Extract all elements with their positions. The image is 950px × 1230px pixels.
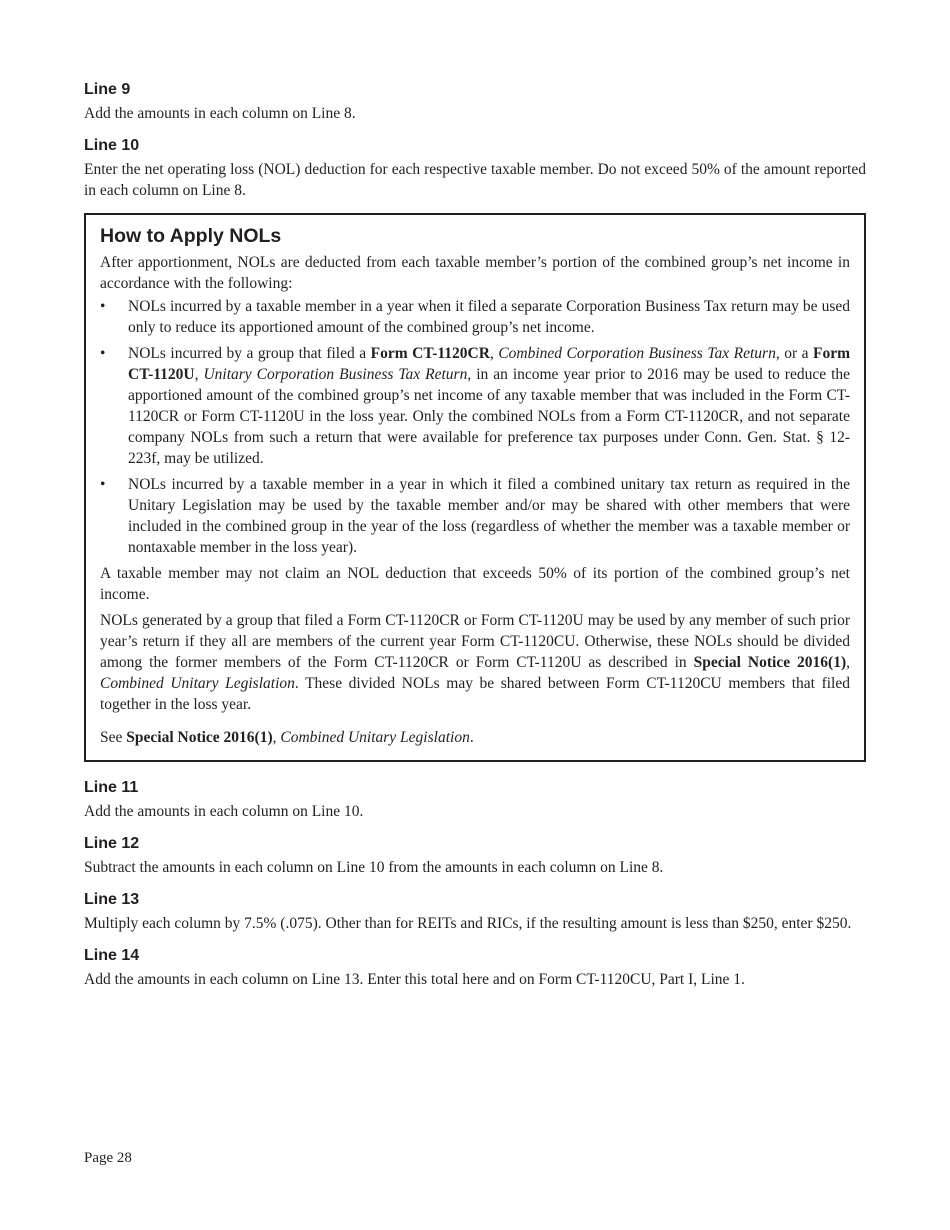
form-title-italic: Unitary Corporation Business Tax Return <box>203 366 468 383</box>
line9-section <box>84 80 866 124</box>
line10-section <box>84 136 866 201</box>
special-notice-ref: Special Notice 2016(1) <box>693 654 847 671</box>
form-title-italic: Combined Corporation Business Tax Return <box>498 345 776 362</box>
line14-heading: Line 14 <box>84 947 140 964</box>
line12-heading: Line 12 <box>84 835 140 852</box>
text-run: See <box>100 729 127 746</box>
text-run: NOLs incurred by a group that filed a <box>128 345 371 362</box>
text-run: NOLs generated by a group that filed a Form CT-1120CR or Form CT-1120U may be used by any member of such prior year’s return if they all are members of the current year Form CT-1120CU. Otherwise, these NOLs should be divided among the former members of the Form CT-1120CR or Form CT-1120U as described in <box>100 612 850 671</box>
text-run: . These divided NOLs may be shared between Form CT-1120CU members that filed together in the loss year. <box>100 675 850 713</box>
text-run: . <box>469 729 474 746</box>
text-run: , or a <box>775 345 814 362</box>
line10-heading: Line 10 <box>84 137 140 154</box>
text-run: , <box>489 345 499 362</box>
text-run: , <box>846 654 851 671</box>
line13-text: Multiply each column by 7.5% (.075). Other than for REITs and RICs, if the resulting amount is less than $250, enter $250. <box>84 915 852 932</box>
bullet-dot: • <box>100 345 106 362</box>
form-ct1120u-ref: Form CT-1120U <box>128 345 851 383</box>
special-notice-ref: Special Notice 2016(1) <box>126 729 273 746</box>
line13-section <box>84 890 866 934</box>
line11-section <box>84 778 866 822</box>
page-number: Page 28 <box>84 1150 132 1166</box>
nol-para-1: A taxable member may not claim an NOL deduction that exceeds 50% of its portion of the combined group’s net income. <box>100 565 850 603</box>
nol-see-reference <box>100 727 850 748</box>
nol-bullet-3-text: NOLs incurred by a taxable member in a year in which it filed a combined unitary tax return as required in the Unitary Legislation may be used by the taxable member and/or may be shared with other members that were included in the combined group in the year of the loss (regardless of whether the member was a taxable member or nontaxable member in the loss year). <box>128 476 850 556</box>
legislation-title-italic: Combined Unitary Legislation <box>280 729 470 746</box>
nol-bullet-3 <box>100 474 850 558</box>
line14-section <box>84 946 866 990</box>
nol-para-2 <box>100 610 850 715</box>
nol-intro: After apportionment, NOLs are deducted from each taxable member’s portion of the combined group’s net income in accordance with the following: <box>100 254 850 292</box>
line9-text: Add the amounts in each column on Line 8. <box>84 105 356 122</box>
nol-bullet-1 <box>100 296 850 338</box>
text-run: , <box>194 366 204 383</box>
line12-text: Subtract the amounts in each column on Line 10 from the amounts in each column on Line 8. <box>84 859 664 876</box>
bullet-dot: • <box>100 476 106 493</box>
bullet-dot: • <box>100 298 106 315</box>
text-run: , <box>272 729 281 746</box>
nol-box-title: How to Apply NOLs <box>100 225 282 247</box>
line12-section <box>84 834 866 878</box>
line13-heading: Line 13 <box>84 891 140 908</box>
form-ct1120cr-ref: Form CT-1120CR <box>370 345 490 362</box>
nol-info-box <box>84 213 866 762</box>
legislation-title-italic: Combined Unitary Legislation <box>100 675 295 692</box>
line11-heading: Line 11 <box>84 779 139 796</box>
line9-heading: Line 9 <box>84 81 131 98</box>
nol-bullet-1-text: NOLs incurred by a taxable member in a year when it filed a separate Corporation Business Tax return may be used only to reduce its apportioned amount of the combined group’s net income. <box>128 298 850 336</box>
nol-bullet-2 <box>100 343 850 469</box>
line11-text: Add the amounts in each column on Line 10. <box>84 803 364 820</box>
text-run: , in an income year prior to 2016 may be used to reduce the apportioned amount of the combined group’s net income of any taxable member that was included in the Form CT-1120CR or Form CT-1120U in the loss year. Only the combined NOLs from a Form CT-1120CR, and not separate company NOLs from such a return that were available for preference tax purposes under Conn. Gen. Stat. § 12-223f, may be utilized. <box>128 366 851 467</box>
nol-bullet-list <box>100 296 850 558</box>
line14-text: Add the amounts in each column on Line 13. Enter this total here and on Form CT-1120CU, Part I, Line 1. <box>84 971 745 988</box>
line10-text: Enter the net operating loss (NOL) deduction for each respective taxable member. Do not exceed 50% of the amount reported in each column on Line 8. <box>84 161 866 199</box>
document-page <box>84 80 866 1002</box>
